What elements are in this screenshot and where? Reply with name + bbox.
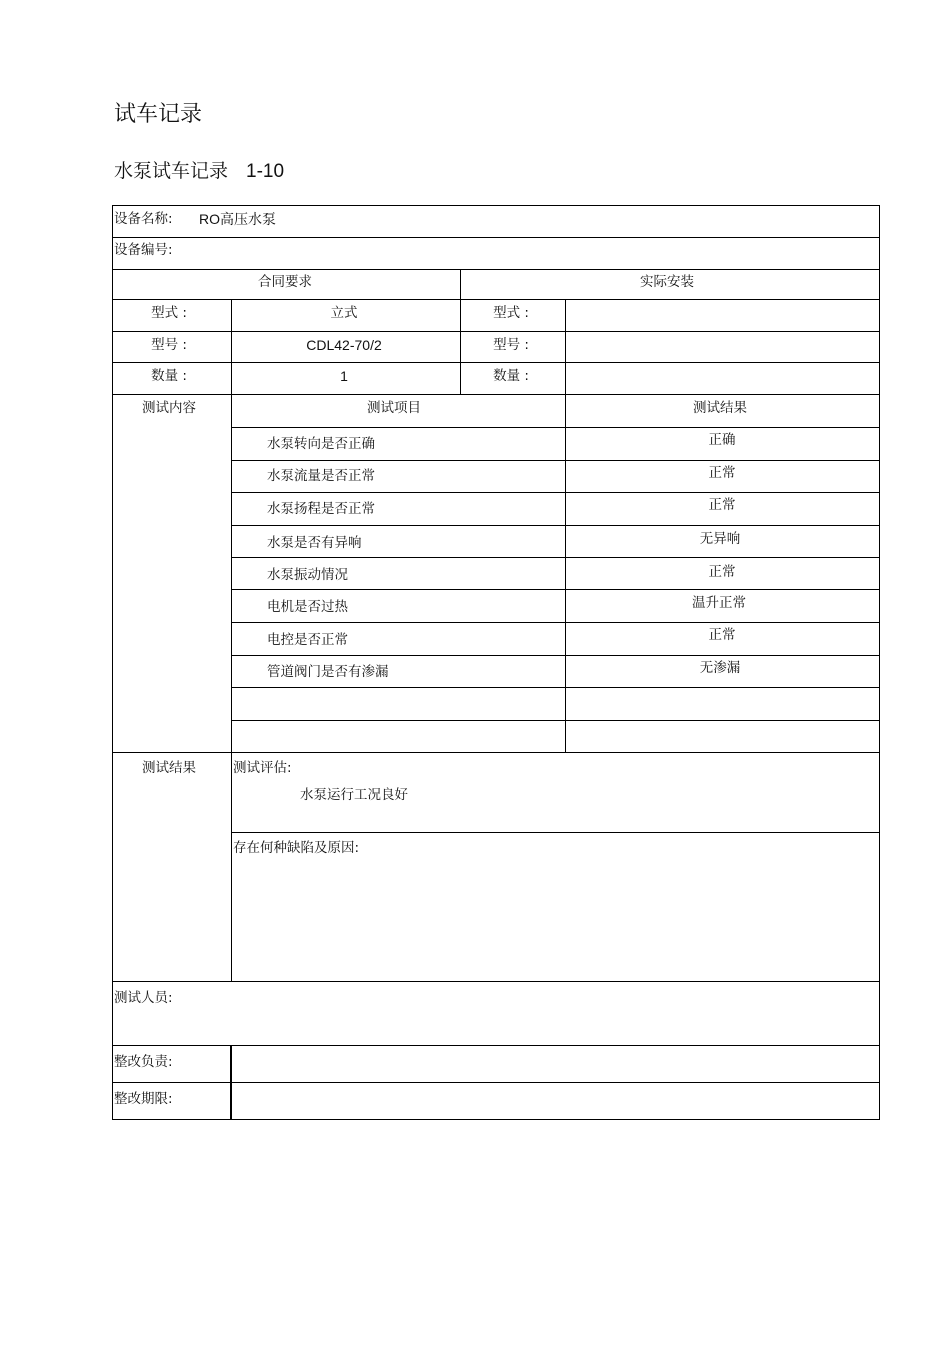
device-number-label: 设备编号: <box>114 242 173 258</box>
test-result: 正常 <box>708 564 736 580</box>
test-item: 水泵是否有异响 <box>267 535 362 551</box>
evaluation-text: 水泵运行工况良好 <box>300 787 408 803</box>
row-divider <box>113 331 879 332</box>
document-title: 试车记录 <box>114 102 203 127</box>
spec-model-label: 型号 : <box>151 337 187 353</box>
row-divider <box>231 832 879 833</box>
test-item: 水泵流量是否正常 <box>267 468 375 484</box>
row-divider <box>231 460 879 461</box>
row-divider <box>113 237 879 238</box>
device-name-value: RO高压水泵 <box>199 211 276 227</box>
test-result: 正确 <box>708 432 736 448</box>
col-divider <box>565 394 566 753</box>
spec-type-actual-label: 型式 : <box>493 305 529 321</box>
col-divider <box>565 299 566 395</box>
row-divider <box>231 622 879 623</box>
test-item: 水泵转向是否正确 <box>267 436 375 452</box>
test-result: 无渗漏 <box>699 660 741 676</box>
subtitle-text: 水泵试车记录 <box>114 160 229 182</box>
contract-header: 合同要求 <box>258 274 312 290</box>
defects-label: 存在何种缺陷及原因: <box>233 840 360 856</box>
test-section-label: 测试内容 <box>142 400 196 416</box>
row-divider <box>231 720 879 721</box>
test-result: 温升正常 <box>692 595 746 611</box>
test-item: 电控是否正常 <box>267 632 348 648</box>
row-divider <box>231 687 879 688</box>
evaluation-label: 测试评估: <box>233 760 292 776</box>
row-divider <box>113 981 879 982</box>
col-divider <box>230 1045 232 1120</box>
row-divider <box>113 269 879 270</box>
tester-label: 测试人员: <box>114 990 173 1006</box>
spec-qty-contract: 1 <box>340 368 348 384</box>
test-item-header: 测试项目 <box>367 400 421 416</box>
row-divider <box>231 655 879 656</box>
row-divider <box>231 557 879 558</box>
test-result-header: 测试结果 <box>693 400 747 416</box>
test-item: 电机是否过热 <box>267 599 348 615</box>
spec-model-contract: CDL42-70/2 <box>306 337 382 353</box>
spec-qty-label: 数量 : <box>151 368 187 384</box>
spec-model-actual-label: 型号 : <box>493 337 529 353</box>
row-divider <box>113 1082 879 1083</box>
conclusion-section-label: 测试结果 <box>142 760 196 776</box>
row-divider <box>231 427 879 428</box>
spec-type-contract: 立式 <box>330 305 358 321</box>
test-result: 无异响 <box>699 531 741 547</box>
row-divider <box>231 492 879 493</box>
row-divider <box>231 589 879 590</box>
rectify-owner-label: 整改负责: <box>114 1054 173 1070</box>
test-result: 正常 <box>708 465 736 481</box>
row-divider <box>113 1045 879 1046</box>
row-divider <box>113 299 879 300</box>
row-divider <box>113 752 879 753</box>
test-item: 水泵振动情况 <box>267 567 348 583</box>
row-divider <box>113 362 879 363</box>
actual-header: 实际安装 <box>640 274 694 290</box>
subtitle-number: 1-10 <box>246 161 285 182</box>
spec-type-label: 型式 : <box>151 305 187 321</box>
device-name-label: 设备名称: <box>114 211 173 227</box>
pump-test-form <box>112 205 880 1120</box>
spec-qty-actual-label: 数量 : <box>493 368 529 384</box>
row-divider <box>113 394 879 395</box>
col-divider <box>460 269 461 395</box>
test-result: 正常 <box>708 627 736 643</box>
rectify-deadline-label: 整改期限: <box>114 1091 173 1107</box>
test-item: 水泵扬程是否正常 <box>267 501 375 517</box>
test-result: 正常 <box>708 497 736 513</box>
document-subtitle <box>114 156 284 187</box>
row-divider <box>231 525 879 526</box>
test-item: 管道阀门是否有渗漏 <box>267 664 389 680</box>
col-divider <box>231 299 232 982</box>
